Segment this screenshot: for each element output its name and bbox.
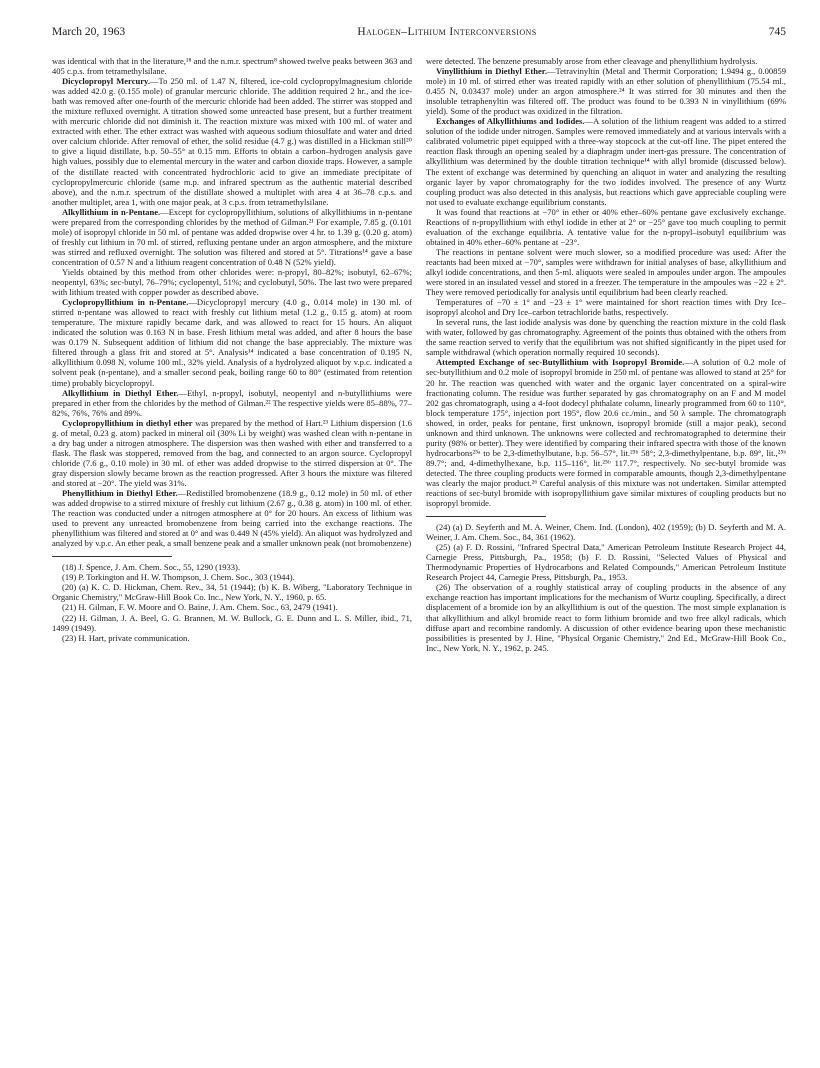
section-heading: Exchanges of Alkyllithiums and Iodides. (436, 116, 585, 127)
paragraph: It was found that reactions at −70° in ether or 40% ether–60% pentane gave exclusively exchange. Reactions of n-propyllithium with ethyl iodide in ether at 2° or −25° gave too much coupling to permit evaluation of the exchange equilibria. A tentative value for the n-propyl–isobutyl equilibrium was obtained in 40% ether–60% pentane at −23°. (426, 206, 786, 247)
paragraph-text: —Except for cyclopropyllithium, solutions of alkyllithiums in n-pentane were prepared from the corresponding chlorides by the method of Gilman.²¹ For example, 7.85 g. (0.101 mole) of isopropyl chloride in 50 ml. of pentane was added dropwise over 4 hr. to 1.39 g. (0.20 g. atom) of freshly cut lithium in 70 ml. of stirred, refluxing pentane under an argon atmosphere, and the mixture was stirred and refluxed overnight. The solution was filtered and stored at 5°. Titrations¹⁴ gave a base concentration of 0.57 N and a lithium reagent concentration of 0.48 N (52% yield). (52, 206, 412, 267)
paragraph (426, 116, 786, 206)
footnote: (19) P. Torkington and H. W. Thompson, J. Chem. Soc., 303 (1944). (62, 572, 295, 583)
paragraph (52, 76, 412, 207)
paragraph (52, 488, 412, 548)
footnotes-right (426, 522, 786, 653)
section-heading: Cyclopropyllithium in diethyl ether (62, 417, 193, 428)
section-heading: Attempted Exchange of sec-Butyllithium with Isopropyl Bromide. (436, 357, 685, 368)
paragraph (52, 418, 412, 488)
footnote: (20) (a) K. C. D. Hickman, Chem. Rev., 34, 51 (1944); (b) K. B. Wiberg, "Laboratory Technique in Organic Chemistry," McGraw-Hill Book Co. Inc., New York, N. Y., 1960, p. 65. (52, 582, 412, 603)
footnote: (26) The observation of a roughly statistical array of coupling products in the absence of any exchange reaction has important implications for the mechanism of Wurtz coupling. Specifically, a direct displacement of a bromide ion by an alkyllithium is out of the question. The most simple explanation is that alkyllithium and alkyl bromide react to form lithium bromide and two free alkyl radicals, which diffuse apart and recombine randomly. A discussion of other evidence bearing upon these mechanistic possibilities is presented by J. Hine, "Physical Organic Chemistry," 2nd Ed., McGraw-Hill Book Co., Inc., New York, N. Y., 1962, p. 245. (426, 582, 786, 653)
paragraph-text: was prepared by the method of Hart.²³ Lithium dispersion (1.6 g. of metal, 0.23 g. atom) packed in mineral oil (30% Li by weight) was washed clean with n-pentane in a dry bag under a nitrogen atmosphere. The dispersion was then washed with ether and transferred to a flask. The flask was stoppered, removed from the bag, and connected to an argon source. Cyclopropyl chloride (7.6 g., 0.10 mole) in 30 ml. of ether was added dropwise to the stirred dispersion at 0°. The gray dispersion slowly became brown as the reaction progressed. After 3 hours the mixture was filtered and stored at −20°. The yield was 31%. (52, 417, 412, 488)
paragraph: Temperatures of −70 ± 1° and −23 ± 1° were maintained for short reaction times with Dry Ice–isopropyl alcohol and Dry Ice–carbon tetrachloride baths, respectively. (426, 297, 786, 318)
section-heading: Cyclopropyllithium in n-Pentane. (62, 297, 189, 308)
footnote-divider (52, 556, 172, 557)
paragraph (52, 207, 412, 267)
paragraph: were detected. The benzene presumably arose from ether cleavage and phenyllithium hydrolysis. (426, 56, 758, 66)
section-heading: Vinyllithium in Diethyl Ether. (436, 66, 547, 77)
right-column (426, 56, 786, 653)
footnote: (24) (a) D. Seyferth and M. A. Weiner, Chem. Ind. (London), 402 (1959); (b) D. Seyferth and M. A. Weiner, J. Am. Chem. Soc., 84, 361 (1962). (426, 522, 786, 543)
running-head (52, 26, 786, 46)
page-number: 745 (768, 26, 786, 38)
left-column (52, 56, 412, 653)
paragraph-text: —Ethyl, n-propyl, isobutyl, neopentyl and n-butyllithiums were prepared in ether from the chlorides by the method of Gilman.²² The respective yields were 85–88%, 77–82%, 76%, 76% and 89%. (52, 387, 412, 418)
paragraph (426, 357, 786, 508)
paragraph-text: —Redistilled bromobenzene (18.9 g., 0.12 mole) in 50 ml. of ether was added dropwise to a stirred mixture of freshly cut lithium (2.67 g., 0.38 g. atom) in 100 ml. of ether. The reaction was conducted under a nitrogen atmosphere at 0° for 20 hours. An excess of lithium was used to prevent any unreacted bromobenzene from being carried into the exchange reactions. The phenyllithium was filtered and stored at 0° and was 0.449 N (45% yield). An aliquot was hydrolyzed and analyzed by v.p.c. An ether peak, a small benzene peak and a smaller unknown peak (not bromobenzene) (52, 488, 412, 549)
body-columns (52, 56, 786, 653)
paragraph-text: —Dicyclopropyl mercury (4.0 g., 0.014 mole) in 130 ml. of stirred n-pentane was allowed to react with freshly cut lithium metal (1.2 g., 0.15 g. atom) at room temperature. The mixture rapidly became dark, and was allowed to react for 15 hours. An aliquot indicated the solution was 0.163 N in base. Fresh lithium metal was added, and after 8 hours the base was 0.179 N. Subsequent addition of lithium did not change the base appreciably. The mixture was filtered through a glass frit and stored at 5°. Analysis¹⁴ indicated a base concentration of 0.195 N, alkyllithium 0.098 N, volume 100 ml., 32% yield. Analysis of a hydrolyzed aliquot by v.p.c. indicated a solvent peak (n-pentane), and a smaller second peak, boiling range 60 to 80° (estimated from retention time) probably bicyclopropyl. (52, 297, 412, 388)
section-heading: Phenyllithium in Diethyl Ether. (62, 488, 178, 499)
footnote: (25) (a) F. D. Rossini, "Infrared Spectral Data," American Petroleum Institute Research Project 44, Carnegie Press, Pittsburgh, Pa., 1958; (b) F. D. Rossini, "Selected Values of Physical and Thermodynamic Properties of Hydrocarbons and Related Compounds," American Petroleum Institute Research Project 44, Carnegie Press, Pittsburgh, Pa., 1953. (426, 542, 786, 583)
paragraph-text: —A solution of 0.2 mole of sec-butyllithium and 0.2 mole of isopropyl bromide in 250 ml. of pentane was allowed to stand at 25° for 20 hr. The reaction was quenched with water and the organic layer concentrated on a spiral-wire fractionating column. The residue was further separated by gas chromatography on an F and M model 202 gas chromatograph, using a 4-foot dodecyl phthalate column, linearly programmed from 60 to 110°, block temperature 175°, injection port 195°, flow 20.6 cc./min., and 50 λ sample. The chromatograph showed, in order, peaks for pentane, first unknown, isopropyl bromide (still a major peak), second unknown and third unknown. The unknowns were collected and rechromatographed to determine their purity (98% or better). They were identified by comparing their infrared spectra with those of the known hydrocarbons²⁵ᵃ to be 2,3-dimethylbutane, b.p. 56–57°, lit.²⁵ᵇ 58°; 2,3-dimethylpentane, b.p. 89°, lit.,²⁵ᵇ 89.7°; and, 4-dimethylhexane, b.p. 115–116°, lit.²⁵ᵇ 117.7°, respectively. No sec-butyl bromide was detected. The three coupling products were formed in comparable amounts, though 2,3-dimethylpentane was clearly the major product.²⁶ Careful analysis of this mixture was not undertaken. Similar attempted reactions of sec-butyl bromide with isopropyllithium gave similar mixtures of coupling products but no isopropyl bromide. (426, 357, 786, 509)
section-heading: Alkyllithium in n-Pentane. (62, 206, 161, 217)
running-title: Halogen–Lithium Interconversions (357, 26, 537, 38)
footnote: (21) H. Gilman, F. W. Moore and O. Baine, J. Am. Chem. Soc., 63, 2479 (1941). (62, 602, 338, 613)
paragraph (52, 388, 412, 418)
paragraph-text: —To 250 ml. of 1.47 N, filtered, ice-cold cyclopropylmagnesium chloride was added 42.0 g. (0.155 mole) of granular mercuric chloride. The addition required 2 hr., and the ice-bath was removed after one-fourth of the mercuric chloride had been added. The stirrer was stopped and the mixture refluxed overnight. A titration showed some unreacted base present, but a further treatment with mercuric chloride did not diminish it. The reaction mixture was mixed with 100 ml. of water and extracted with ether. The ether extract was washed with aqueous sodium thiosulfate and water and dried over calcium chloride. After removal of ether, the solid residue (4.7 g.) was distilled in a Hickman still²⁰ to give a liquid distillate, b.p. 50–55° at 0.15 mm. Efforts to obtain a carbon–hydrogen analysis gave high values, possibly due to elemental mercury in the water and carbon dioxide traps. However, a sample of the distillate reacted with concentrated hydrochloric acid to give an immediate precipitate of cyclopropylmercuric chloride (same m.p. and infrared spectrum as the authentic material described above), and the n.m.r. spectrum of the distillate showed a multiplet with area 4 at 36–78 c.p.s. and another multiplet, area 1, with one major peak, at 3 c.p.s. from tetramethylsilane. (52, 76, 412, 207)
paragraph: Yields obtained by this method from other chlorides were: n-propyl, 80–82%; isobutyl, 62–67%; neopentyl, 63%; sec-butyl, 76–79%; cyclopentyl, 51%; and cyclobutyl, 50%. The last two were prepared with lithium treated with copper powder as described above. (52, 266, 412, 298)
paragraph: In several runs, the last iodide analysis was done by quenching the reaction mixture in the cold flask with water, followed by gas chromatography. Agreement of the points thus obtained with the others from the same reaction served to verify that the equilibrium was not shifted significantly in the pipet used for sample withdrawal (which operation normally required 10 seconds). (426, 317, 786, 358)
footnote-divider (426, 516, 546, 517)
footnote: (22) H. Gilman, J. A. Beel, G. G. Brannen, M. W. Bullock, G. E. Dunn and L. S. Miller, ibid., 71, 1499 (1949). (52, 612, 412, 633)
section-heading: Alkyllithium in Diethyl Ether. (62, 387, 179, 398)
section-heading: Dicyclopropyl Mercury. (62, 76, 150, 87)
paragraph (52, 297, 412, 387)
paragraph-text: —A solution of the lithium reagent was added to a stirred solution of the iodide under nitrogen. Samples were removed immediately and at various intervals with a calibrated volumetric pipet equipped with a three-way stopcock at the cut-off line. The pipet entered the reaction flask through an opening sealed by a diaphragm under inert-gas pressure. The concentration of alkyllithium was determined by the double titration technique¹⁴ with allyl bromide (discussed below). The extent of exchange was determined by quenching an aliquot in water and analyzing the resulting organic layer by vapor chromatography for the two iodides involved. The presence of any Wurtz coupling product was also detected in this analysis, but reactions which gave appreciable coupling were not used to evaluate exchange equilibrium constants. (426, 116, 786, 207)
footnote: (18) J. Spence, J. Am. Chem. Soc., 55, 1290 (1933). (62, 562, 241, 573)
paragraph: The reactions in pentane solvent were much slower, so a modified procedure was used: After the reactants had been mixed at −70°, samples were withdrawn for initial analyses of base, alkyllithium and alkyl iodide concentrations, and then 5-ml. aliquots were sealed in ampoules under argon. The ampoules were stored in an insulated vessel and stored in a freezer. The temperature in the ampoules was −22 ± 2°. They were removed periodically for analysis until equilibrium had been clearly reached. (426, 246, 786, 298)
footnotes-left (52, 562, 412, 642)
issue-date: March 20, 1963 (52, 26, 126, 38)
paragraph: was identical with that in the literature,¹⁸ and the n.m.r. spectrum⁸ showed twelve peaks between 363 and 405 c.p.s. from tetramethylsilane. (52, 56, 412, 77)
paragraph (426, 66, 786, 116)
paragraph-text: —Tetravinyltin (Metal and Thermit Corporation; 1.9494 g., 0.00859 mole) in 10 ml. of stirred ether was treated rapidly with an ether solution of phenyllithium (75.54 ml., 0.455 N, 0.03437 mole) under an argon atmosphere.²⁴ It was stirred for 30 minutes and then the insoluble tetraphenyltin was filtered off. The product was found to be 0.393 N in vinyllithium (69% yield). Some of the product was oxidized in the filtration. (426, 66, 786, 117)
footnote: (23) H. Hart, private communication. (62, 632, 190, 643)
